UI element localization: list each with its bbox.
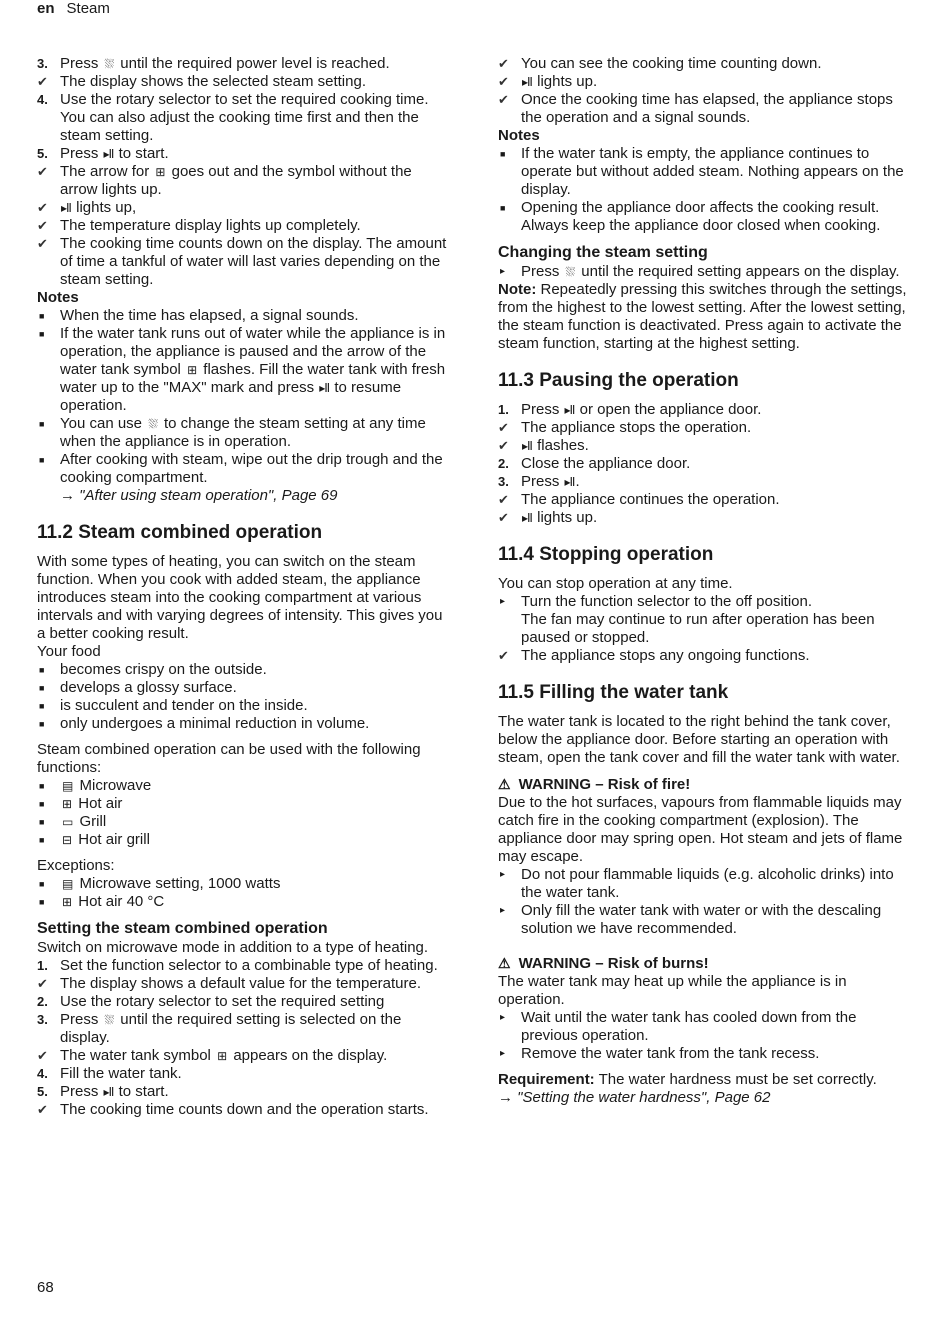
requirement-paragraph: Requirement: The water hardness must be set correctly. [498, 1071, 877, 1088]
water-tank-icon: ⊞ [217, 1049, 228, 1063]
step-number: 3. [498, 474, 509, 489]
action-item: ▸ Turn the function selector to the off position. The fan may continue to run after operation has been paused or stopped. [500, 593, 875, 646]
bullet-icon: ■ [39, 719, 45, 729]
step-number: 5. [37, 146, 48, 161]
section-title: Steam [66, 0, 110, 17]
hot-air-icon: ⊞ [62, 797, 73, 811]
action-item: ▸ Do not pour flammable liquids (e.g. alcoholic drinks) into the water tank. [500, 866, 894, 901]
function-item: ■ ▭ Grill [39, 813, 107, 830]
result-item: ✔ The appliance stops any ongoing functions. [498, 647, 810, 664]
note-item: ■ You can use ⛆ to change the steam setting at any time when the appliance is in operation. [39, 415, 426, 450]
bullet-icon: ■ [39, 781, 45, 791]
bullet-icon: ■ [39, 817, 45, 827]
paragraph: With some types of heating, you can switch on the steam function. When you cook with added steam, the appliance introduces steam into the cooking compartment at various intervals and with varying degrees of intensity. This gives you a better cooking result. [37, 553, 443, 642]
step-4: 4. Fill the water tank. [37, 1065, 182, 1082]
paragraph: Steam combined operation can be used with the following functions: [37, 741, 421, 776]
bullet-icon: ■ [39, 329, 45, 339]
check-icon: ✔ [498, 420, 509, 435]
cross-reference-link[interactable]: → "Setting the water hardness", Page 62 [498, 1089, 771, 1106]
check-icon: ✔ [37, 1102, 48, 1117]
play-pause-icon: ▸Ⅱ [103, 1085, 114, 1099]
left-column [37, 55, 449, 1119]
play-pause-icon: ▸Ⅱ [103, 147, 114, 161]
grill-icon: ▭ [62, 815, 74, 829]
note-item: ■ When the time has elapsed, a signal sounds. [39, 307, 359, 324]
step-5: 5. Press ▸Ⅱ to start. [37, 1083, 169, 1100]
bullet-icon: ■ [39, 879, 45, 889]
warning-fire-title: ⚠ WARNING – Risk of fire! [498, 776, 691, 793]
section-heading-11-5: 11.5 Filling the water tank [498, 682, 729, 703]
action-item: ▸ Only fill the water tank with water or with the descaling solution we have recommended. [500, 902, 882, 937]
step-1: 1. Set the function selector to a combinable type of heating. [37, 957, 438, 974]
play-pause-icon: ▸Ⅱ [564, 403, 575, 417]
result-item: ✔ ▸Ⅱ flashes. [498, 437, 589, 454]
step-number: 1. [37, 958, 48, 973]
bullet-icon: ■ [39, 799, 45, 809]
result-item: ✔ ▸Ⅱ lights up, [37, 199, 137, 216]
step-5: 5. Press ▸Ⅱ to start. [37, 145, 169, 162]
subsection-heading: Changing the steam setting [498, 244, 708, 261]
play-pause-icon: ▸Ⅱ [522, 439, 532, 453]
result-item: ✔ ▸Ⅱ lights up. [498, 73, 598, 90]
check-icon: ✔ [37, 236, 48, 251]
check-icon: ✔ [37, 74, 48, 89]
page-header [37, 0, 110, 18]
water-tank-icon: ⊞ [155, 165, 166, 179]
result-item: ✔ The appliance stops the operation. [498, 419, 752, 436]
water-tank-icon: ⊞ [187, 363, 198, 377]
result-item: ✔ The cooking time counts down on the display. The amount of time a tankful of water will last varies depending on the steam setting. [37, 235, 447, 288]
page-number: 68 [37, 1279, 54, 1296]
note-item: ■ Opening the appliance door affects the cooking result. Always keep the appliance door closed when cooking. [500, 199, 881, 234]
check-icon: ✔ [37, 976, 48, 991]
step-number: 2. [498, 456, 509, 471]
check-icon: ✔ [37, 200, 48, 215]
paragraph: You can stop operation at any time. [498, 575, 733, 592]
check-icon: ✔ [37, 1048, 48, 1063]
microwave-icon: ▤ [62, 779, 74, 793]
arrow-bullet-icon: ▸ [500, 869, 506, 880]
function-item: ■ ⊞ Hot air [39, 795, 123, 812]
note-paragraph: Note: Repeatedly pressing this switches through the settings, from the highest to the lowest setting. After the lowest setting, the steam function is deactivated. Press again to activate the steam function, starting at the highest setting. [498, 281, 907, 352]
warning-burns-title: ⚠ WARNING – Risk of burns! [498, 955, 709, 972]
list-item: ■ only undergoes a minimal reduction in volume. [39, 715, 370, 732]
step-1: 1. Press ▸Ⅱ or open the appliance door. [498, 401, 762, 418]
right-column [498, 55, 916, 1107]
result-item: ✔ The display shows the selected steam setting. [37, 73, 366, 90]
warning-icon: ⚠ [498, 776, 511, 792]
hot-air-icon: ⊞ [62, 895, 73, 909]
exceptions-label: Exceptions: [37, 857, 115, 874]
bullet-icon: ■ [39, 311, 45, 321]
result-item: ✔ ▸Ⅱ lights up. [498, 509, 598, 526]
play-pause-icon: ▸Ⅱ [564, 475, 575, 489]
arrow-bullet-icon: ▸ [500, 266, 506, 277]
step-number: 3. [37, 56, 48, 71]
check-icon: ✔ [498, 510, 509, 525]
bullet-icon: ■ [39, 455, 45, 465]
list-item: ■ becomes crispy on the outside. [39, 661, 267, 678]
section-heading-11-2: 11.2 Steam combined operation [37, 522, 323, 543]
step-3: 3. Press ▸Ⅱ. [498, 473, 580, 490]
note-item: ■ If the water tank runs out of water while the appliance is in operation, the appliance is paused and the arrow of the water tank symbol ⊞ flashes. Fill the water tank with fresh water up to the "MAX" mark and press ▸Ⅱ to resume operation. [39, 325, 446, 414]
result-item: ✔ Once the cooking time has elapsed, the appliance stops the operation and a signal sounds. [498, 91, 893, 126]
list-item: ■ is succulent and tender on the inside. [39, 697, 308, 714]
steam-icon: ⛆ [104, 1013, 115, 1027]
warning-text: Due to the hot surfaces, vapours from flammable liquids may catch fire in the cooking compartment (explosion). The appliance door may spring open. Hot steam and jets of flame may escape. [498, 794, 903, 865]
section-heading-11-4: 11.4 Stopping operation [498, 544, 714, 565]
bullet-icon: ■ [39, 419, 45, 429]
action-item: ▸ Remove the water tank from the tank recess. [500, 1045, 820, 1062]
notes-heading: Notes [37, 289, 79, 306]
paragraph: The water tank is located to the right behind the tank cover, below the appliance door. Before starting an operation with steam, open the tank cover and fill the water tank with water. [498, 713, 900, 766]
steam-icon: ⛆ [104, 57, 115, 71]
check-icon: ✔ [498, 74, 509, 89]
play-pause-icon: ▸Ⅱ [522, 511, 532, 525]
step-number: 5. [37, 1084, 48, 1099]
action-item: ▸ Press ⛆ until the required setting appears on the display. [500, 263, 900, 280]
steam-icon: ⛆ [148, 417, 158, 431]
check-icon: ✔ [498, 492, 509, 507]
arrow-bullet-icon: ▸ [500, 596, 506, 607]
action-item: ▸ Wait until the water tank has cooled down from the previous operation. [500, 1009, 857, 1044]
step-2: 2. Close the appliance door. [498, 455, 691, 472]
result-item: ✔ The cooking time counts down and the operation starts. [37, 1101, 429, 1118]
step-3: 3. Press ⛆ until the required power level is reached. [37, 55, 390, 72]
bullet-icon: ■ [500, 149, 506, 159]
play-pause-icon: ▸Ⅱ [522, 75, 532, 89]
check-icon: ✔ [37, 218, 48, 233]
step-number: 3. [37, 1012, 48, 1027]
function-item: ■ ⊟ Hot air grill [39, 831, 150, 848]
subsection-heading: Setting the steam combined operation [37, 920, 328, 937]
step-number: 2. [37, 994, 48, 1009]
step-number: 4. [37, 92, 48, 107]
step-number: 1. [498, 402, 509, 417]
result-item: ✔ The temperature display lights up completely. [37, 217, 361, 234]
result-item: ✔ You can see the cooking time counting down. [498, 55, 822, 72]
step-4: 4. Use the rotary selector to set the required cooking time. You can also adjust the cooking time first and then the steam setting. [37, 91, 429, 144]
paragraph: Switch on microwave mode in addition to a type of heating. [37, 939, 429, 956]
hot-air-grill-icon: ⊟ [62, 833, 73, 847]
bullet-icon: ■ [39, 665, 45, 675]
result-item: ✔ The appliance continues the operation. [498, 491, 780, 508]
check-icon: ✔ [37, 164, 48, 179]
bullet-icon: ■ [39, 835, 45, 845]
cross-reference-link[interactable]: → "After using steam operation", Page 69 [60, 487, 338, 504]
arrow-bullet-icon: ▸ [500, 1012, 506, 1023]
step-2: 2. Use the rotary selector to set the required setting [37, 993, 385, 1010]
check-icon: ✔ [498, 438, 509, 453]
language-code: en [37, 0, 55, 17]
your-food-label: Your food [37, 643, 101, 660]
warning-icon: ⚠ [498, 955, 511, 971]
result-item: ✔ The water tank symbol ⊞ appears on the display. [37, 1047, 388, 1064]
note-item: ■ If the water tank is empty, the appliance continues to operate but without added steam. Nothing appears on the display. [500, 145, 904, 198]
note-item: ■ After cooking with steam, wipe out the drip trough and the cooking compartment. → "After using steam operation", Page 69 [39, 451, 443, 504]
check-icon: ✔ [498, 92, 509, 107]
notes-heading: Notes [498, 127, 540, 144]
exception-item: ■ ▤ Microwave setting, 1000 watts [39, 875, 281, 892]
bullet-icon: ■ [500, 203, 506, 213]
warning-text: The water tank may heat up while the appliance is in operation. [498, 973, 847, 1008]
arrow-bullet-icon: ▸ [500, 1048, 506, 1059]
check-icon: ✔ [498, 648, 509, 663]
step-3: 3. Press ⛆ until the required setting is selected on the display. [37, 1011, 402, 1046]
microwave-icon: ▤ [62, 877, 74, 891]
play-pause-icon: ▸Ⅱ [319, 381, 330, 395]
bullet-icon: ■ [39, 897, 45, 907]
play-pause-icon: ▸Ⅱ [61, 201, 71, 215]
arrow-bullet-icon: ▸ [500, 905, 506, 916]
section-heading-11-3: 11.3 Pausing the operation [498, 370, 739, 391]
list-item: ■ develops a glossy surface. [39, 679, 237, 696]
exception-item: ■ ⊞ Hot air 40 °C [39, 893, 165, 910]
result-item: ✔ The display shows a default value for the temperature. [37, 975, 422, 992]
step-number: 4. [37, 1066, 48, 1081]
steam-icon: ⛆ [565, 265, 576, 279]
function-item: ■ ▤ Microwave [39, 777, 152, 794]
check-icon: ✔ [498, 56, 509, 71]
result-item: ✔ The arrow for ⊞ goes out and the symbol without the arrow lights up. [37, 163, 412, 198]
bullet-icon: ■ [39, 683, 45, 693]
bullet-icon: ■ [39, 701, 45, 711]
